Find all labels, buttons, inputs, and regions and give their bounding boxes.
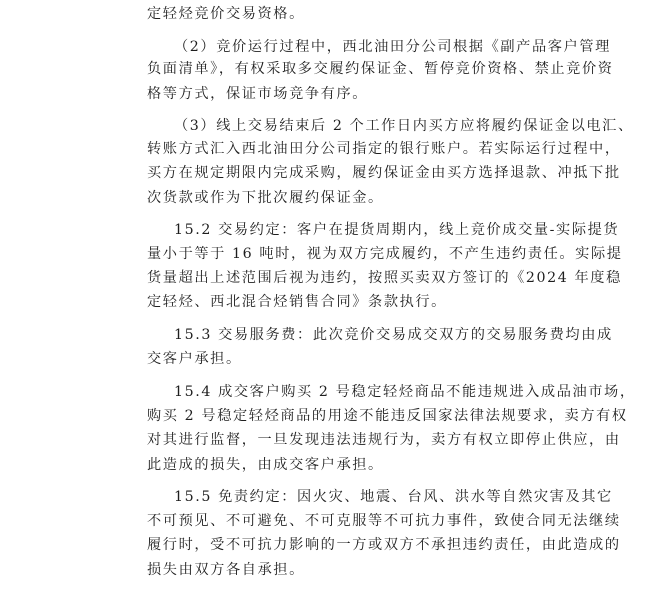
text-line: 定轻烃、西北混合烃销售合同》条款执行。: [147, 294, 447, 310]
text-line: 不可预见、不可避免、不可克服等不可抗力事件，致使合同无法继续: [147, 513, 621, 529]
text-line: 买方在规定期限内完成采购，履约保证金由买方选择退款、冲抵下批: [147, 165, 621, 181]
text-line: 格等方式，保证市场竞争有序。: [147, 86, 369, 102]
text-line: 此造成的损失，由成交客户承担。: [147, 457, 384, 473]
text-line: （2）竞价运行过程中，西北油田分公司根据《副产品客户管理: [174, 39, 611, 55]
text-line: 次货款或作为下批次履约保证金。: [147, 190, 384, 206]
text-line: 对其进行监督，一旦发现违法违规行为，卖方有权立即停止供应，由: [147, 432, 621, 448]
text-line: 购买 2 号稳定轻烃商品的用途不能违反国家法律法规要求，卖方有权: [147, 408, 628, 424]
text-line: 货量超出上述范围后视为违约，按照买卖双方签订的《2024 年度稳: [147, 270, 622, 286]
text-line: 损失由双方各自承担。: [147, 562, 305, 578]
text-line: 15.2 交易约定：客户在提货周期内，线上竞价成交量-实际提货: [174, 222, 620, 238]
text-line: 转账方式汇入西北油田分公司指定的银行账户。若实际运行过程中，: [147, 141, 621, 157]
text-line: 量小于等于 16 吨时，视为双方完成履约，不产生违约责任。实际提: [147, 246, 623, 262]
text-line: 交客户承担。: [147, 351, 242, 367]
text-line: 15.4 成交客户购买 2 号稳定轻烃商品不能违规进入成品油市场，: [174, 384, 636, 400]
text-line: 15.5 免责约定：因火灾、地震、台风、洪水等自然灾害及其它: [174, 489, 613, 505]
text-line: 15.3 交易服务费：此次竞价交易成交双方的交易服务费均由成: [174, 327, 613, 343]
text-line: 负面清单》，有权采取多交履约保证金、暂停竞价资格、禁止竞价资: [147, 61, 614, 77]
text-line: 履行时，受不可抗力影响的一方或双方不承担违约责任，由此造成的: [147, 537, 621, 553]
text-line: （3）线上交易结束后 2 个工作日内买方应将履约保证金以电汇、: [174, 118, 634, 134]
text-line: 定轻烃竞价交易资格。: [147, 6, 305, 22]
